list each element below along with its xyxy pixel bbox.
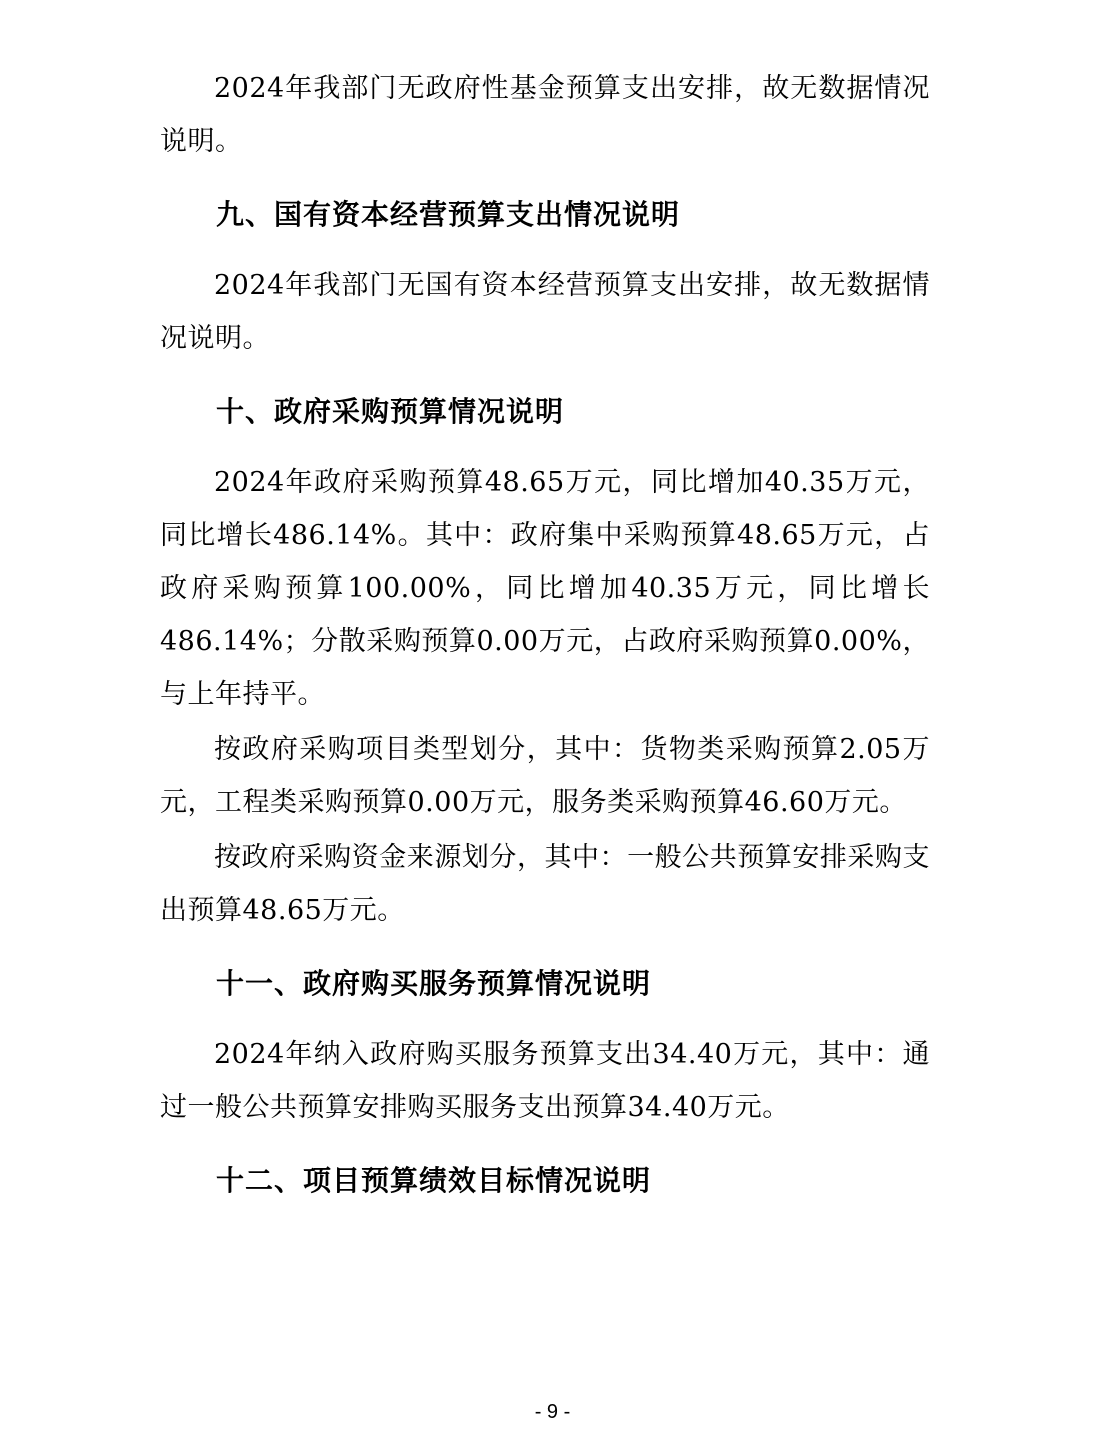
section-10-paragraph-3: 按政府采购资金来源划分，其中：一般公共预算安排采购支出预算48.65万元。 — [160, 842, 930, 926]
section-9-paragraph: 2024年我部门无国有资本经营预算支出安排，故无数据情况说明。 — [160, 270, 930, 354]
section-11-paragraph: 2024年纳入政府购买服务预算支出34.40万元，其中：通过一般公共预算安排购买服务支出预算34.40万元。 — [160, 1039, 930, 1123]
section-10-paragraph-1: 2024年政府采购预算48.65万元，同比增加40.35万元，同比增长486.14%。其中：政府集中采购预算48.65万元，占政府采购预算100.00%，同比增加40.35万元，同比增长486.14%；分散采购预算0.00万元，占政府采购预算0.00%，与上年持平。 — [160, 467, 930, 710]
page-number: - 9 - — [534, 1401, 571, 1423]
document-page — [160, 62, 930, 1207]
section-11-heading: 十一、政府购买服务预算情况说明 — [216, 967, 652, 1000]
intro-paragraph: 2024年我部门无政府性基金预算支出安排，故无数据情况说明。 — [160, 73, 930, 157]
section-12-heading: 十二、项目预算绩效目标情况说明 — [216, 1164, 652, 1197]
section-9-heading: 九、国有资本经营预算支出情况说明 — [216, 198, 681, 231]
section-10-heading: 十、政府采购预算情况说明 — [216, 395, 565, 428]
section-10-paragraph-2: 按政府采购项目类型划分，其中：货物类采购预算2.05万元，工程类采购预算0.00万元，服务类采购预算46.60万元。 — [160, 734, 930, 818]
